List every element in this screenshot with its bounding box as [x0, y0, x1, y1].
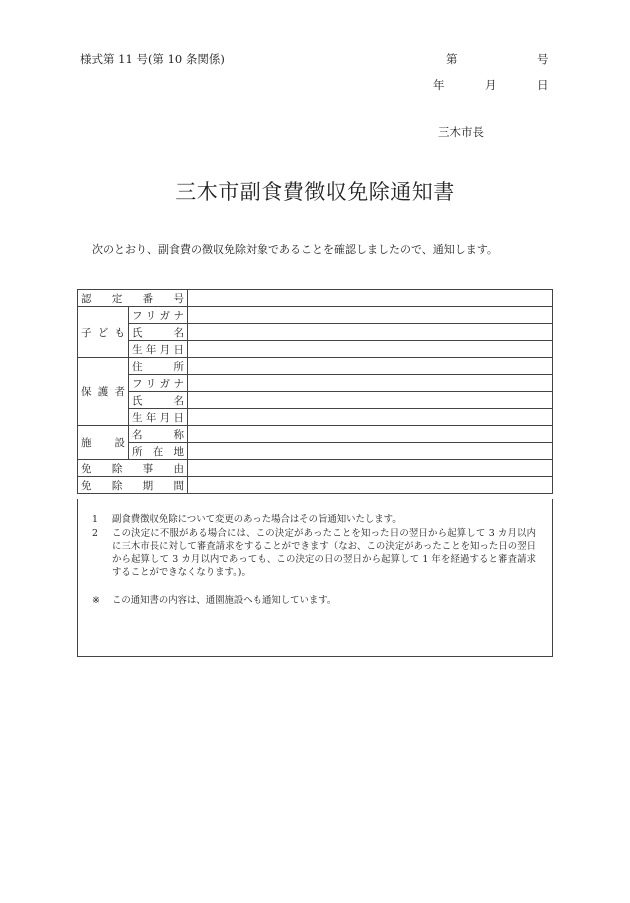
- note-item: [92, 513, 536, 526]
- facility-name-label: 名 称: [129, 426, 188, 443]
- guardian-birthdate-label: 生年月日: [129, 409, 188, 426]
- date-day-label: 日: [537, 78, 549, 92]
- table-row: [78, 409, 553, 426]
- facility-location-label: 所 在 地: [129, 443, 188, 460]
- child-birthdate-field[interactable]: [188, 341, 553, 358]
- guardian-furigana-label: フリガナ: [129, 375, 188, 392]
- note-marker: 1: [92, 514, 98, 525]
- child-name-field[interactable]: [188, 324, 553, 341]
- table-row: [78, 375, 553, 392]
- facility-name-field[interactable]: [188, 426, 553, 443]
- note-text: この決定に不服がある場合には、この決定があったことを知った日の翌日から起算して 3 カ月以内に三木市長に対して審査請求をすることができます（なお、この決定があったことを知った日の翌日から起算して 3 カ月以内であっても、この決定の日の翌日から起算して 1 年を経過すると審査請求することができなくなります。)。: [112, 528, 536, 578]
- table-row: [78, 358, 553, 375]
- note-marker: ※: [92, 595, 100, 606]
- note-item: [92, 527, 536, 579]
- exemption-reason-field[interactable]: [188, 460, 553, 477]
- child-name-label: 氏 名: [129, 324, 188, 341]
- exemption-reason-label: 免 除 事 由: [78, 460, 188, 477]
- guardian-birthdate-field[interactable]: [188, 409, 553, 426]
- note-marker: 2: [92, 528, 98, 539]
- table-row: [78, 307, 553, 324]
- guardian-address-field[interactable]: [188, 358, 553, 375]
- guardian-name-field[interactable]: [188, 392, 553, 409]
- form-number: 様式第 11 号(第 10 条関係): [80, 52, 225, 66]
- date-month-label: 月: [485, 78, 497, 92]
- table-row: [78, 477, 553, 494]
- date-year-label: 年: [433, 78, 445, 92]
- table-row: [78, 290, 553, 307]
- note-item: [92, 594, 536, 607]
- child-section-label: 子 ど も: [78, 307, 129, 358]
- table-row: [78, 324, 553, 341]
- guardian-section-label: 保 護 者: [78, 358, 129, 426]
- child-birthdate-label: 生年月日: [129, 341, 188, 358]
- notes-box: [77, 499, 553, 657]
- exemption-period-field[interactable]: [188, 477, 553, 494]
- note-text: この通知書の内容は、通園施設へも通知しています。: [112, 595, 337, 606]
- recognition-number-field[interactable]: [188, 290, 553, 307]
- table-row: [78, 426, 553, 443]
- doc-number-prefix: 第: [446, 52, 458, 66]
- notification-table: [77, 289, 553, 494]
- exemption-period-label: 免 除 期 間: [78, 477, 188, 494]
- recognition-number-label: 認 定 番 号: [78, 290, 188, 307]
- facility-location-field[interactable]: [188, 443, 553, 460]
- intro-text: 次のとおり、副食費の徴収免除対象であることを確認しましたので、通知します。: [92, 243, 498, 256]
- guardian-furigana-field[interactable]: [188, 375, 553, 392]
- guardian-name-label: 氏 名: [129, 392, 188, 409]
- table-row: [78, 341, 553, 358]
- note-text: 副食費徴収免除について変更のあった場合はその旨通知いたします。: [112, 514, 402, 525]
- facility-section-label: 施 設: [78, 426, 129, 460]
- guardian-address-label: 住 所: [129, 358, 188, 375]
- issuer-name: 三木市長: [438, 125, 484, 139]
- child-furigana-field[interactable]: [188, 307, 553, 324]
- document-title: 三木市副食費徴収免除通知書: [175, 180, 455, 204]
- child-furigana-label: フリガナ: [129, 307, 188, 324]
- table-row: [78, 392, 553, 409]
- table-row: [78, 443, 553, 460]
- table-row: [78, 460, 553, 477]
- doc-number-suffix: 号: [537, 52, 549, 66]
